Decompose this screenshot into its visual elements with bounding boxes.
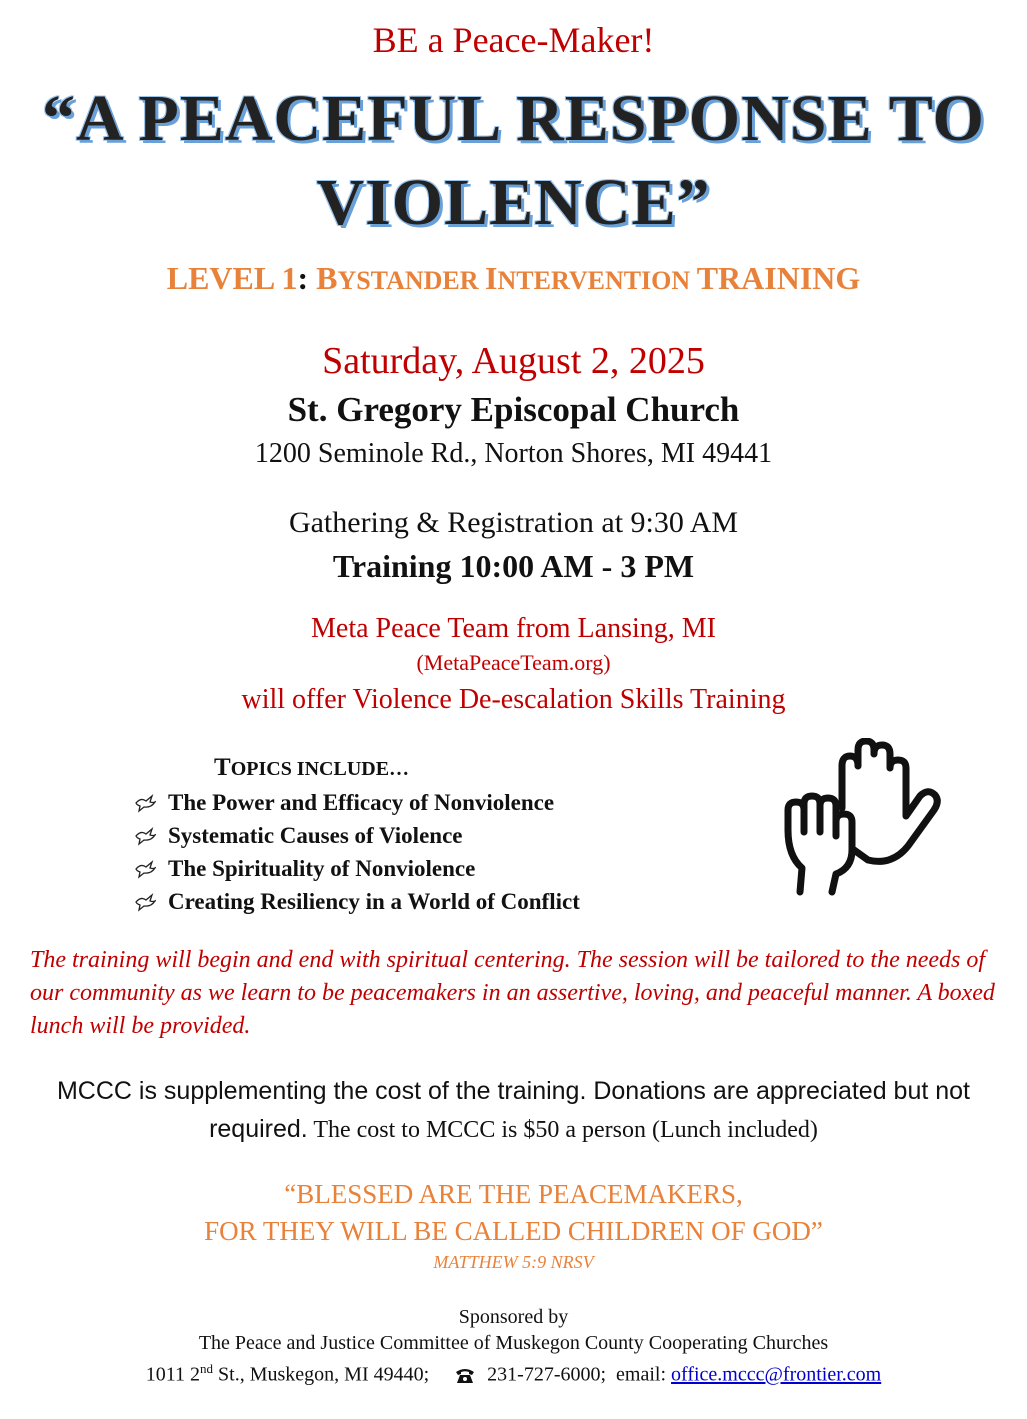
presenter-website: (MetaPeaceTeam.org) (416, 650, 611, 675)
sponsor-addr-num: 1011 2 (145, 1363, 201, 1386)
sponsor-phone: 231-727-6000; (487, 1363, 607, 1386)
list-item (134, 885, 580, 918)
email-link[interactable]: office.mccc@frontier.com (671, 1363, 882, 1386)
level-b-initial: B (316, 260, 338, 296)
dove-icon (134, 859, 156, 879)
topics-head-rest: OPICS INCLUDE… (230, 758, 410, 780)
sponsor-addr-rest: St., Muskegon, MI 49440; (213, 1363, 430, 1386)
topics-list (134, 786, 580, 918)
gathering-time: Gathering & Registration at 9:30 AM (288, 506, 739, 539)
event-address: 1200 Seminole Rd., Norton Shores, MI 49441 (254, 438, 773, 469)
topics-heading (214, 752, 409, 785)
sponsor-label: Sponsored by (458, 1306, 569, 1328)
dove-icon (134, 793, 156, 813)
tagline: BE a Peace-Maker! (372, 20, 655, 60)
level-i-initial: I (485, 260, 498, 296)
sponsor-addr-sup: nd (200, 1361, 214, 1376)
cost-line-2a: required. (209, 1115, 308, 1143)
cost-info (0, 1072, 1027, 1149)
quote-citation: MATTHEW 5:9 NRSV (433, 1252, 594, 1272)
event-venue: St. Gregory Episcopal Church (287, 390, 740, 429)
topic-label: Systematic Causes of Violence (168, 822, 463, 848)
list-item (134, 819, 580, 852)
training-description: The training will begin and end with spiritual centering. The session will be tailored to the needs of our community as we learn to be peacemakers in an assertive, loving, and peaceful manner. A boxed lunch will be provided. (30, 947, 995, 1039)
sponsor-contact (0, 1356, 1027, 1388)
title-line-2: VIOLENCE” (316, 166, 711, 239)
sponsor-org: The Peace and Justice Committee of Muskegon County Cooperating Churches (198, 1332, 829, 1354)
telephone-icon (454, 1366, 476, 1384)
level-label: LEVEL 1 (166, 260, 298, 296)
topic-label: Creating Resiliency in a World of Conflict (168, 888, 580, 914)
raised-hands-icon (780, 738, 942, 898)
topic-label: The Power and Efficacy of Nonviolence (168, 789, 555, 815)
training-hours: Training 10:00 AM - 3 PM (332, 548, 695, 584)
dove-icon (134, 826, 156, 846)
level-i-rest: NTERVENTION (497, 266, 697, 295)
level-colon: : (297, 260, 309, 296)
level-b-rest: YSTANDER (337, 266, 486, 295)
presenter-offer: will offer Violence De-escalation Skills Training (241, 684, 786, 715)
presenter-team: Meta Peace Team from Lansing, MI (311, 613, 716, 644)
list-item (134, 786, 580, 819)
event-date: Saturday, August 2, 2025 (322, 340, 705, 382)
quote-line-1: “BLESSED ARE THE PEACEMAKERS, (284, 1179, 743, 1209)
scripture-quote (0, 1176, 1027, 1250)
cost-line-1: MCCC is supplementing the cost of the training. Donations are appreciated but not (56, 1077, 970, 1105)
list-item (134, 852, 580, 885)
level-training: TRAINING (696, 260, 861, 296)
sponsor-block (0, 1304, 1027, 1356)
topic-label: The Spirituality of Nonviolence (168, 855, 476, 881)
sponsor-email-label: email: (606, 1363, 672, 1386)
cost-line-2 (0, 1110, 1027, 1149)
topics-head-initial: T (214, 754, 231, 781)
cost-line-2b: The cost to MCCC is $50 a person (Lunch included) (307, 1117, 818, 1143)
title-line-1: “A PEACEFUL RESPONSE TO (42, 82, 985, 155)
quote-line-2: FOR THEY WILL BE CALLED CHILDREN OF GOD” (204, 1216, 823, 1246)
dove-icon (134, 892, 156, 912)
level-heading (0, 258, 1027, 301)
